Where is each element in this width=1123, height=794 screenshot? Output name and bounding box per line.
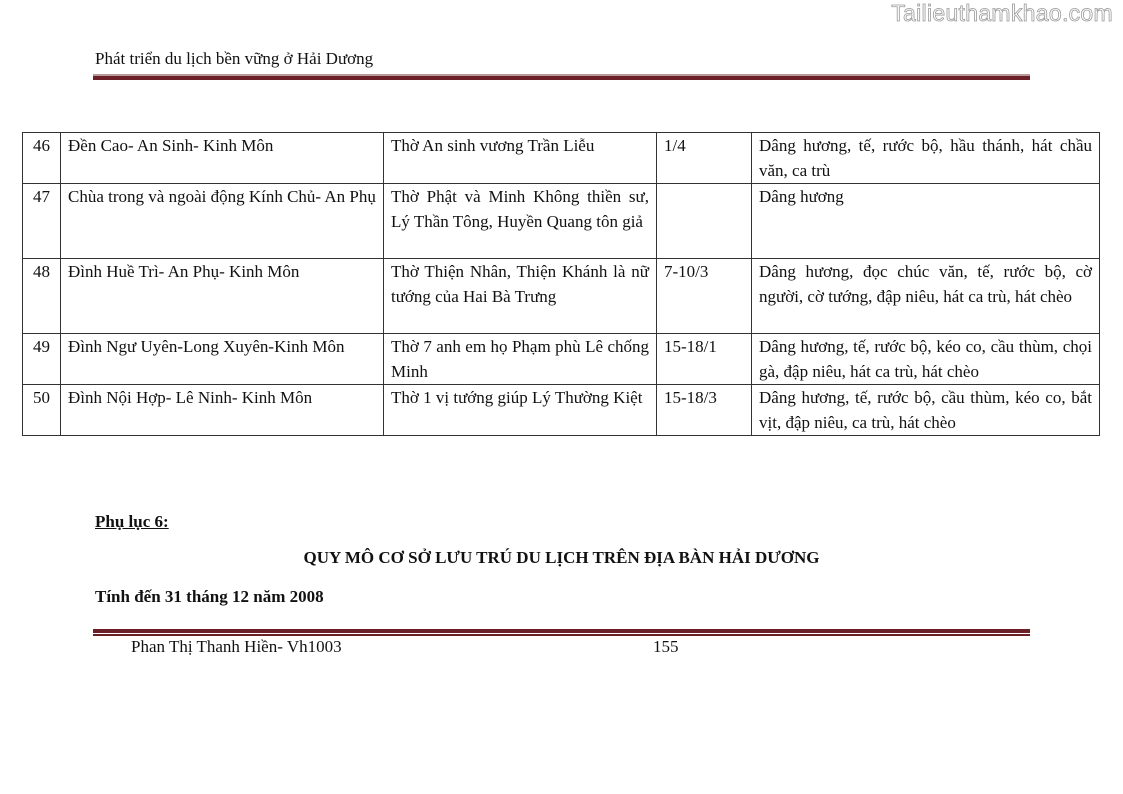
appendix-label: Phụ lục 6: xyxy=(95,512,169,531)
page-number: 155 xyxy=(653,637,679,656)
footer-rule-thin xyxy=(93,634,1030,636)
site-name-cell: Đền Cao- An Sinh- Kinh Môn xyxy=(61,133,384,184)
site-name-cell: Đình Huề Trì- An Phụ- Kinh Môn xyxy=(61,259,384,334)
worship-info-cell: Thờ An sinh vương Trần Liễu xyxy=(384,133,657,184)
table-row xyxy=(23,133,1100,184)
row-number-cell: 47 xyxy=(23,184,61,259)
table-row xyxy=(23,385,1100,436)
appendix-title: QUY MÔ CƠ SỞ LƯU TRÚ DU LỊCH TRÊN ĐỊA BÀN HẢI DƯƠNG xyxy=(303,548,820,567)
worship-info-cell: Thờ Phật và Minh Không thiền sư, Lý Thần Tông, Huyền Quang tôn giả xyxy=(384,184,657,259)
festival-date-cell: 15-18/3 xyxy=(657,385,752,436)
worship-info-cell: Thờ 7 anh em họ Phạm phù Lê chống Minh xyxy=(384,334,657,385)
festival-activities-cell: Dâng hương xyxy=(752,184,1100,259)
site-name-cell: Chùa trong và ngoài động Kính Chủ- An Phụ xyxy=(61,184,384,259)
festival-date-cell: 7-10/3 xyxy=(657,259,752,334)
table-row xyxy=(23,184,1100,259)
worship-info-cell: Thờ 1 vị tướng giúp Lý Thường Kiệt xyxy=(384,385,657,436)
table-row xyxy=(23,259,1100,334)
festival-date-cell: 1/4 xyxy=(657,133,752,184)
row-number-cell: 46 xyxy=(23,133,61,184)
festival-table xyxy=(22,132,1100,436)
festival-activities-cell: Dâng hương, đọc chúc văn, tế, rước bộ, cờ người, cờ tướng, đập niêu, hát ca trù, hát chèo xyxy=(752,259,1100,334)
festival-activities-cell: Dâng hương, tế, rước bộ, kéo co, cầu thùm, chọi gà, đập niêu, hát ca trù, hát chèo xyxy=(752,334,1100,385)
festival-activities-cell: Dâng hương, tế, rước bộ, hầu thánh, hát chầu văn, ca trù xyxy=(752,133,1100,184)
running-header: Phát triển du lịch bền vững ở Hải Dương xyxy=(95,49,374,68)
worship-info-cell: Thờ Thiện Nhân, Thiện Khánh là nữ tướng của Hai Bà Trưng xyxy=(384,259,657,334)
row-number-cell: 48 xyxy=(23,259,61,334)
row-number-cell: 50 xyxy=(23,385,61,436)
watermark: Tailieuthamkhao.com xyxy=(891,0,1113,26)
site-name-cell: Đình Nội Hợp- Lê Ninh- Kinh Môn xyxy=(61,385,384,436)
festival-date-cell xyxy=(657,184,752,259)
footer-rule-thick xyxy=(93,629,1030,633)
festival-date-cell: 15-18/1 xyxy=(657,334,752,385)
row-number-cell: 49 xyxy=(23,334,61,385)
table-row xyxy=(23,334,1100,385)
appendix-date: Tính đến 31 tháng 12 năm 2008 xyxy=(95,587,324,606)
footer-author: Phan Thị Thanh Hiền- Vh1003 xyxy=(131,637,342,656)
festival-activities-cell: Dâng hương, tế, rước bộ, cầu thùm, kéo co, bắt vịt, đập niêu, ca trù, hát chèo xyxy=(752,385,1100,436)
site-name-cell: Đình Ngư Uyên-Long Xuyên-Kinh Môn xyxy=(61,334,384,385)
header-rule-thick xyxy=(93,76,1030,80)
